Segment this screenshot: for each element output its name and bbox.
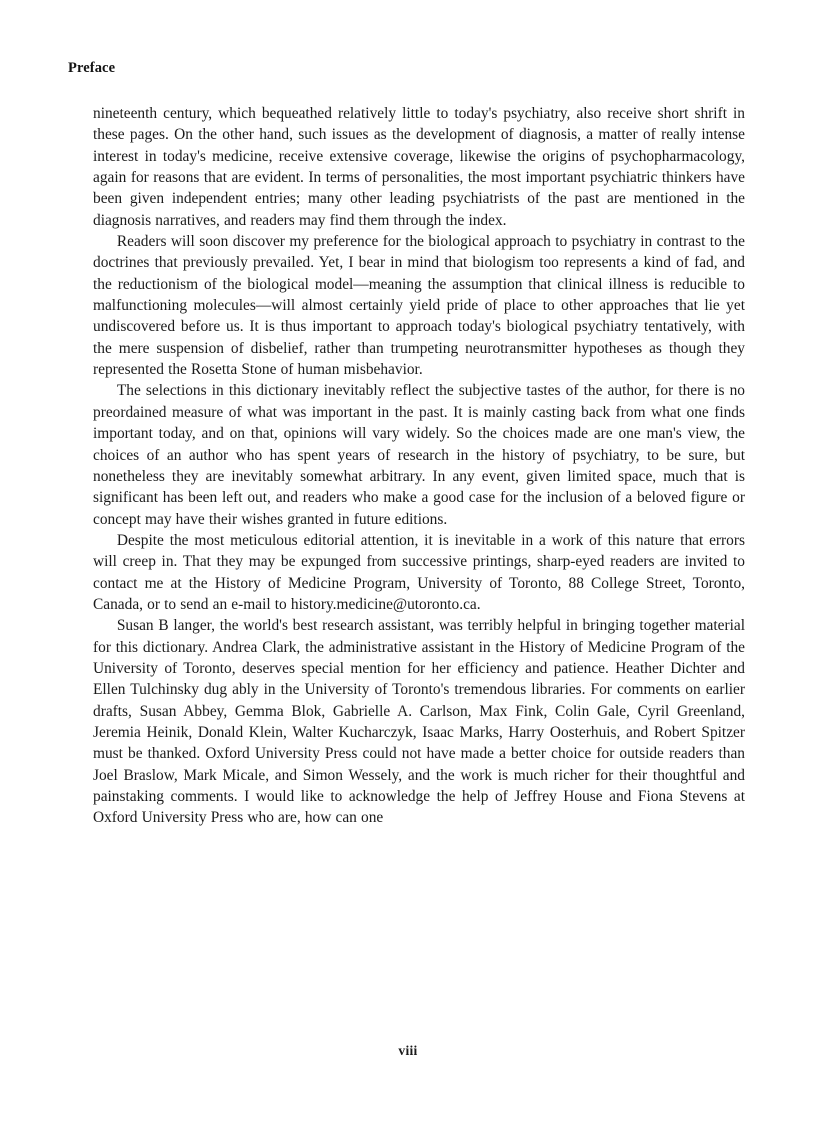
paragraph: nineteenth century, which bequeathed relatively little to today's psychiatry, also receive short shrift in these pages. On the other hand, such issues as the development of diagnosis, a matter of really intense interest in today's medicine, receive extensive coverage, likewise the origins of psychopharmacology, again for reasons that are evident. In terms of personalities, the most important psychiatric thinkers have been given independent entries; many other leading psychiatrists of the past are mentioned in the diagnosis narratives, and readers may find them through the index. <box>93 105 745 229</box>
paragraph: Despite the most meticulous editorial attention, it is inevitable in a work of this nature that errors will creep in. That they may be expunged from successive printings, sharp-eyed readers are invited to contact me at the History of Medicine Program, University of Toronto, 88 College Street, Toronto, Canada, or to send an e-mail to history.medicine@utoronto.ca. <box>93 531 745 613</box>
running-head: Preface <box>68 60 116 76</box>
paragraph: The selections in this dictionary inevitably reflect the subjective tastes of the author, for there is no preordained measure of what was important in the past. It is mainly casting back from what one finds important today, and on that, opinions will vary widely. So the choices made are one man's view, the choices of an author who has spent years of research in the history of psychiatry, to be sure, but nonetheless they are inevitably somewhat arbitrary. In any event, given limited space, much that is significant has been left out, and readers who make a good case for the inclusion of a beloved figure or concept may have their wishes granted in future editions. <box>93 382 745 528</box>
body-text-block <box>93 103 745 829</box>
paragraph: Susan B langer, the world's best research assistant, was terribly helpful in bringing together material for this dictionary. Andrea Clark, the administrative assistant in the History of Medicine Program of the University of Toronto, deserves special mention for her efficiency and patience. Heather Dichter and Ellen Tulchinsky dug ably in the University of Toronto's tremendous libraries. For comments on earlier drafts, Susan Abbey, Gemma Blok, Gabrielle A. Carlson, Max Fink, Colin Gale, Cyril Greenland, Jeremia Heinik, Donald Klein, Walter Kucharczyk, Isaac Marks, Harry Oosterhuis, and Robert Spitzer must be thanked. Oxford University Press could not have made a better choice for outside readers than Joel Braslow, Mark Micale, and Simon Wessely, and the work is much richer for their thoughtful and painstaking comments. I would like to acknowledge the help of Jeffrey House and Fiona Stevens at Oxford University Press who are, how can one <box>93 617 745 827</box>
paragraph: Readers will soon discover my preference for the biological approach to psychiatry in contrast to the doctrines that previously prevailed. Yet, I bear in mind that biologism too represents a kind of fad, and the reductionism of the biological model—meaning the assumption that clinical illness is reducible to malfunctioning molecules—will almost certainly yield pride of place to other approaches that lie yet undiscovered before us. It is thus important to approach today's biological psychiatry tentatively, with the mere suspension of disbelief, rather than trumpeting neurotransmitter hypotheses as though they represented the Rosetta Stone of human misbehavior. <box>93 233 745 379</box>
page-number: viii <box>398 1043 418 1058</box>
